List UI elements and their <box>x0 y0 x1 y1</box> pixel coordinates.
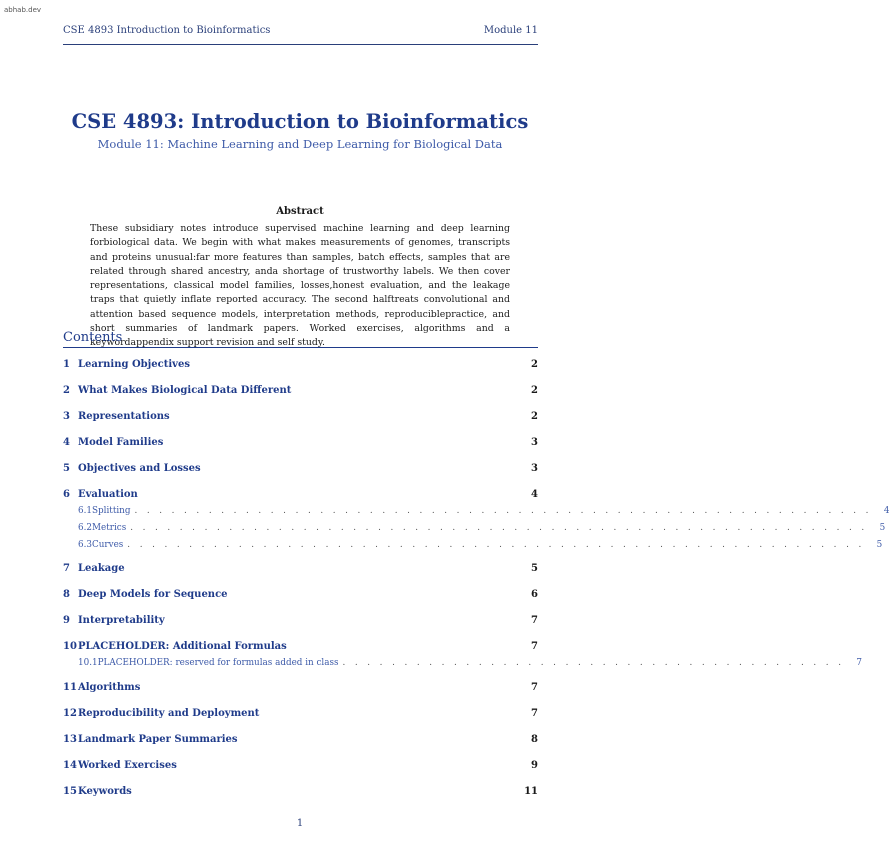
toc-entry-page: 11 <box>524 786 538 797</box>
toc-entry-page: 5 <box>876 540 883 550</box>
header-course-title: CSE 4893 Introduction to Bioinformatics <box>63 25 271 36</box>
toc-entry-number: 6.3 <box>78 540 92 550</box>
toc-entry-label: Worked Exercises <box>78 760 177 771</box>
contents-heading: Contents <box>63 330 538 348</box>
toc-dot-leader: . . . . . . . . . . . . . . . . . . . . . . . . . . . . . . . . . . . . . . . . . . . . . . . . . . . . . . . . . . . . <box>134 506 872 516</box>
toc-entry[interactable] <box>63 489 538 500</box>
toc-entry-number: 15 <box>63 786 77 797</box>
toc-entry-page: 9 <box>531 760 538 771</box>
toc-entry-number: 5 <box>63 463 70 474</box>
toc-entry-label: Interpretability <box>78 615 165 626</box>
toc-entry-label: Evaluation <box>78 489 138 500</box>
toc-entry-label: Keywords <box>78 786 132 797</box>
toc-dot-leader: . . . . . . . . . . . . . . . . . . . . . . . . . . . . . . . . . . . . . . . . . . . . . . . . . . . . . . . . . . . . <box>130 523 868 533</box>
toc-entry-label: What Makes Biological Data Different <box>78 385 292 396</box>
toc-entry-number: 6 <box>63 489 70 500</box>
toc-entry[interactable] <box>63 760 538 771</box>
toc-entry-page: 5 <box>879 523 886 533</box>
toc-entry[interactable] <box>63 708 538 719</box>
toc-entry[interactable] <box>63 563 538 574</box>
toc-entry-number: 6.2 <box>78 523 92 533</box>
header-rule <box>63 44 538 45</box>
abstract-heading: Abstract <box>276 206 324 217</box>
running-header <box>63 25 538 36</box>
toc-entry-label: Reproducibility and Deployment <box>78 708 260 719</box>
toc-entry[interactable] <box>63 615 538 626</box>
toc-subentry[interactable] <box>63 658 863 668</box>
toc-entry-number: 10 <box>63 641 77 652</box>
toc-dot-leader: . . . . . . . . . . . . . . . . . . . . . . . . . . . . . . . . . . . . . . . . . . . . . . . . . . . . . . . . . . . . <box>127 540 865 550</box>
toc-entry-number: 13 <box>63 734 77 745</box>
abstract-text: These subsidiary notes introduce supervised machine learning and deep learning forbiological data. We begin with what makes measurements of genomes, transcripts and proteins unusual:far more features than samples, batch effects, samples that are related through shared ancestry, anda shortage of trustworthy labels. We then cover representations, classical model families, losses,honest evaluation, and the leakage traps that quietly inflate reported accuracy. The second halftreats convolutional and attention based sequence models, interpretation methods, reproduciblepractice, and short summaries of landmark papers. Worked exercises, algorithms and a keywordappendix support revision and self study. <box>90 223 510 349</box>
toc-subentry[interactable] <box>63 540 883 550</box>
header-module-label: Module 11 <box>483 25 538 36</box>
toc-entry-number: 4 <box>63 437 70 448</box>
toc-entry-page: 7 <box>531 615 538 626</box>
toc-entry-page: 7 <box>856 658 863 668</box>
toc-entry[interactable] <box>63 385 538 396</box>
toc-entry[interactable] <box>63 734 538 745</box>
toc-entry-page: 3 <box>531 437 538 448</box>
toc-entry-label: Objectives and Losses <box>78 463 201 474</box>
toc-entry[interactable] <box>63 359 538 370</box>
toc-entry[interactable] <box>63 786 538 797</box>
toc-entry-number: 10.1 <box>78 658 98 668</box>
toc-entry[interactable] <box>63 589 538 600</box>
toc-entry-label: Metrics <box>92 523 127 533</box>
toc-entry-page: 2 <box>531 359 538 370</box>
document-subtitle: Module 11: Machine Learning and Deep Learning for Biological Data <box>97 137 503 151</box>
toc-entry-number: 9 <box>63 615 70 626</box>
watermark: abhab.dev <box>4 6 42 14</box>
toc-entry-page: 7 <box>531 682 538 693</box>
toc-subentry[interactable] <box>63 523 886 533</box>
toc-entry-page: 6 <box>531 589 538 600</box>
toc-entry-label: Algorithms <box>78 682 141 693</box>
toc-entry-page: 7 <box>531 641 538 652</box>
toc-entry-page: 4 <box>531 489 538 500</box>
toc-entry-number: 1 <box>63 359 70 370</box>
document-title: CSE 4893: Introduction to Bioinformatics <box>71 110 529 133</box>
toc-entry-label: Landmark Paper Summaries <box>78 734 238 745</box>
toc-entry-label: PLACEHOLDER: reserved for formulas added in class <box>97 658 339 668</box>
toc-entry-number: 3 <box>63 411 70 422</box>
toc-entry-label: Representations <box>78 411 170 422</box>
toc-entry-label: Curves <box>92 540 124 550</box>
toc-entry-page: 5 <box>531 563 538 574</box>
toc-entry-number: 6.1 <box>78 506 92 516</box>
toc-entry-number: 7 <box>63 563 70 574</box>
toc-dot-leader: . . . . . . . . . . . . . . . . . . . . . . . . . . . . . . . . . . . . . . . . . <box>342 658 845 668</box>
toc-entry[interactable] <box>63 641 538 652</box>
toc-entry-page: 4 <box>883 506 889 516</box>
toc-entry-page: 8 <box>531 734 538 745</box>
toc-entry-label: Splitting <box>92 506 131 516</box>
toc-entry-label: PLACEHOLDER: Additional Formulas <box>78 641 287 652</box>
toc-entry[interactable] <box>63 682 538 693</box>
toc-entry-number: 8 <box>63 589 70 600</box>
toc-entry-number: 14 <box>63 760 77 771</box>
toc-entry-page: 2 <box>531 385 538 396</box>
toc-entry-label: Leakage <box>78 563 125 574</box>
toc-entry-number: 11 <box>63 682 77 693</box>
toc-entry-label: Learning Objectives <box>78 359 190 370</box>
toc-entry-label: Deep Models for Sequence <box>78 589 228 600</box>
toc-entry-page: 7 <box>531 708 538 719</box>
toc-entry-label: Model Families <box>78 437 164 448</box>
toc-entry-page: 3 <box>531 463 538 474</box>
toc-entry[interactable] <box>63 411 538 422</box>
toc-subentry[interactable] <box>63 506 889 516</box>
toc-entry-number: 2 <box>63 385 70 396</box>
page-number: 1 <box>296 818 304 829</box>
toc-entry-page: 2 <box>531 411 538 422</box>
toc-entry[interactable] <box>63 463 538 474</box>
toc-entry[interactable] <box>63 437 538 448</box>
toc-entry-number: 12 <box>63 708 77 719</box>
